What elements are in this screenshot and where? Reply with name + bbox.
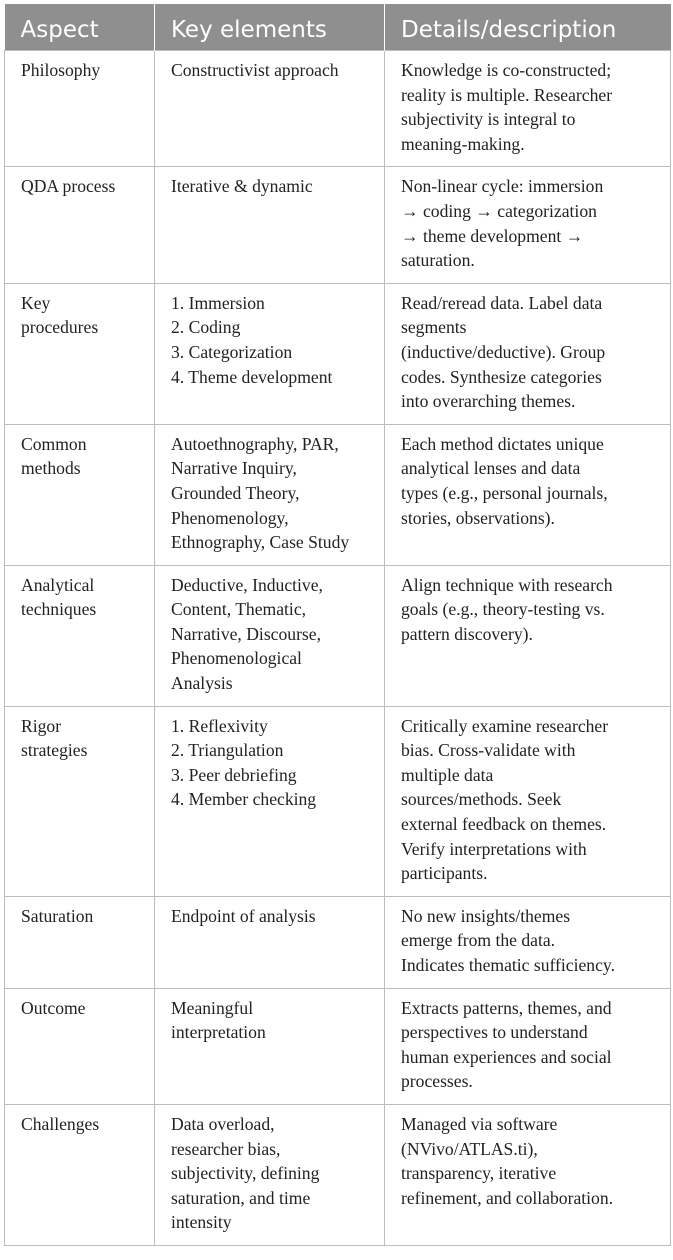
cell-details: Read/reread data. Label data segments (inductive/deductive). Group codes. Synthesize categories into overarching themes.	[385, 283, 671, 424]
cell-aspect: Challenges	[5, 1104, 155, 1245]
cell-details: Each method dictates unique analytical lenses and data types (e.g., personal journals, stories, observations).	[385, 424, 671, 565]
cell-aspect: Key procedures	[5, 283, 155, 424]
cell-key-elements: Iterative & dynamic	[155, 167, 385, 283]
cell-key-elements: Endpoint of analysis	[155, 896, 385, 988]
cell-details: Align technique with research goals (e.g., theory-testing vs. pattern discovery).	[385, 565, 671, 706]
cell-details: Extracts patterns, themes, and perspectives to understand human experiences and social processes.	[385, 988, 671, 1104]
cell-key-elements: Data overload, researcher bias, subjectivity, defining saturation, and time intensity	[155, 1104, 385, 1245]
cell-key-elements: Meaningful interpretation	[155, 988, 385, 1104]
table-header	[5, 4, 671, 51]
cell-key-elements: Autoethnography, PAR, Narrative Inquiry, Grounded Theory, Phenomenology, Ethnography, Case Study	[155, 424, 385, 565]
qda-table	[4, 4, 671, 1246]
cell-aspect: Analytical techniques	[5, 565, 155, 706]
table-row	[5, 706, 671, 896]
cell-details: No new insights/themes emerge from the data. Indicates thematic sufficiency.	[385, 896, 671, 988]
cell-key-elements: Constructivist approach	[155, 51, 385, 167]
table-row	[5, 1104, 671, 1245]
cell-aspect: Common methods	[5, 424, 155, 565]
cell-details: Critically examine researcher bias. Cross-validate with multiple data sources/methods. Seek external feedback on themes. Verify interpretations with participants.	[385, 706, 671, 896]
cell-details: Knowledge is co-constructed; reality is multiple. Researcher subjectivity is integral to meaning-making.	[385, 51, 671, 167]
table-row	[5, 167, 671, 283]
cell-aspect: Rigor strategies	[5, 706, 155, 896]
table-row	[5, 51, 671, 167]
table-row	[5, 988, 671, 1104]
cell-aspect: Outcome	[5, 988, 155, 1104]
header-aspect: Aspect	[5, 4, 155, 51]
table-body	[5, 51, 671, 1246]
cell-key-elements: 1. Immersion 2. Coding 3. Categorization 4. Theme development	[155, 283, 385, 424]
header-row	[5, 4, 671, 51]
cell-aspect: Saturation	[5, 896, 155, 988]
cell-details: Non-linear cycle: immersion → coding → categorization → theme development → saturation.	[385, 167, 671, 283]
cell-aspect: Philosophy	[5, 51, 155, 167]
table-row	[5, 283, 671, 424]
cell-aspect: QDA process	[5, 167, 155, 283]
header-key-elements: Key elements	[155, 4, 385, 51]
table-row	[5, 896, 671, 988]
cell-details: Managed via software (NVivo/ATLAS.ti), transparency, iterative refinement, and collaboration.	[385, 1104, 671, 1245]
table-row	[5, 424, 671, 565]
cell-key-elements: 1. Reflexivity 2. Triangulation 3. Peer debriefing 4. Member checking	[155, 706, 385, 896]
cell-key-elements: Deductive, Inductive, Content, Thematic, Narrative, Discourse, Phenomenological Analysis	[155, 565, 385, 706]
table-row	[5, 565, 671, 706]
header-details: Details/description	[385, 4, 671, 51]
